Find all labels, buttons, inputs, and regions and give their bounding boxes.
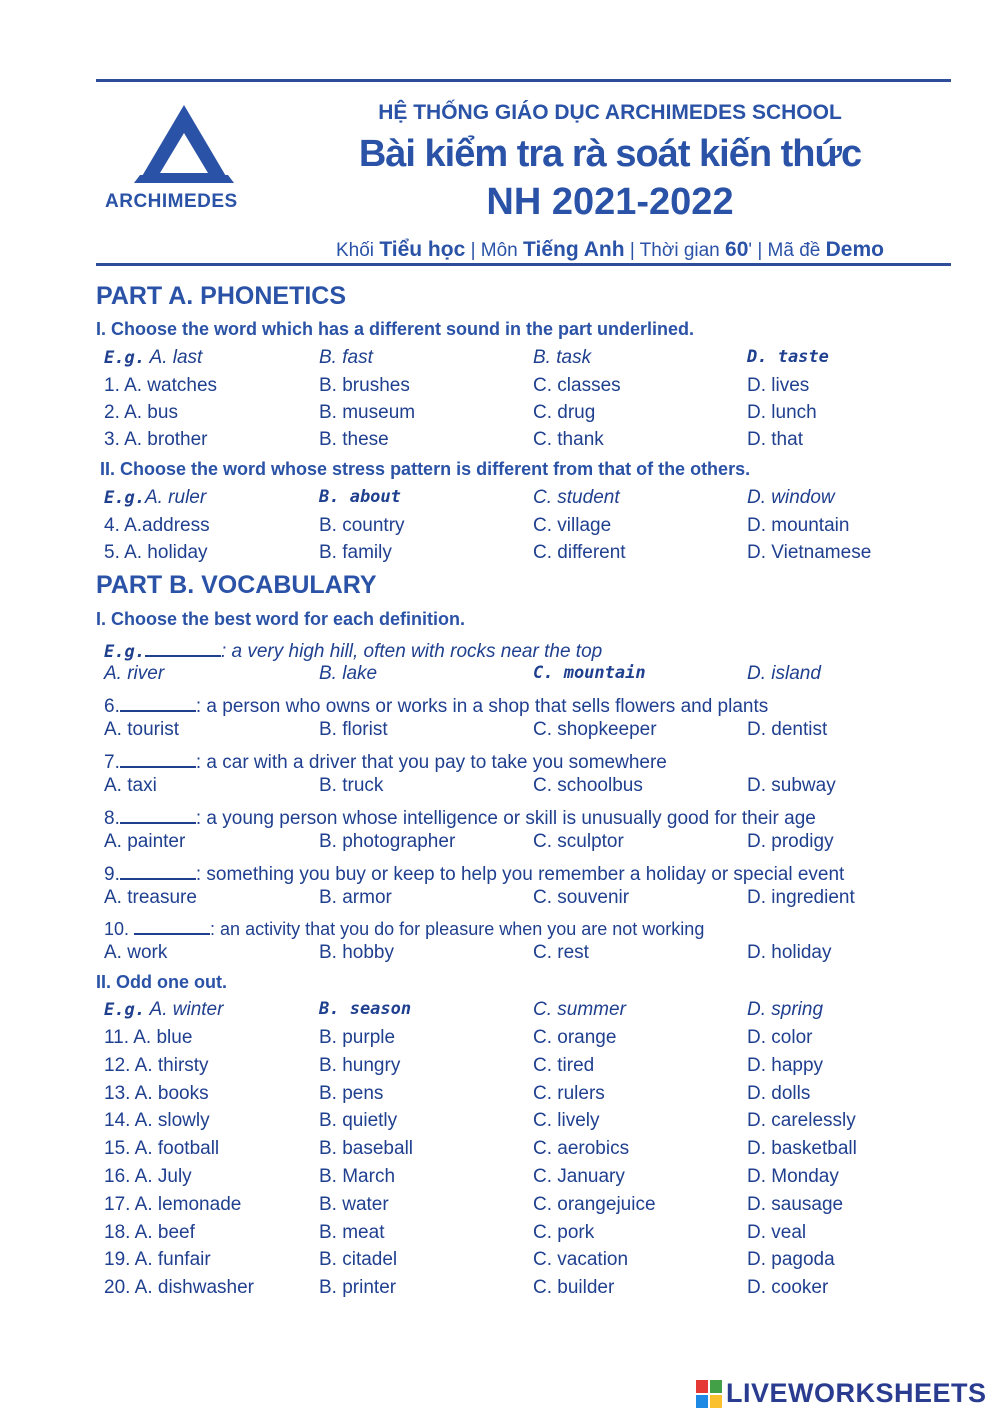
option-b: B. florist [319,719,388,740]
option-b: B. photographer [319,831,456,852]
option-b: B. these [319,429,389,450]
question-row [104,1138,924,1164]
option-c: C. tired [533,1054,595,1076]
definition-question [104,692,768,718]
option-c: C. builder [533,1277,615,1299]
option-d: D. pagoda [747,1249,835,1271]
option-a: 1. A. watches [104,375,218,396]
option-b: B. quietly [319,1110,398,1132]
example-definition: : a very high hill, often with rocks near the top [220,641,603,662]
option-c: C. rest [533,942,589,963]
option-c: C. vacation [533,1249,629,1271]
option-d: D. happy [747,1054,824,1076]
option-a: 15. A. football [104,1138,220,1160]
subject-label: | Môn [470,240,518,261]
option-c: C. village [533,515,612,536]
option-d: D. holiday [747,942,832,963]
question-row [104,402,924,428]
option-b: B. citadel [319,1249,398,1271]
time-label: | Thời gian [629,240,720,261]
example-answer-c: C. mountain [533,663,646,683]
definition-example [104,637,602,663]
option-a: 20. A. dishwasher [104,1277,254,1299]
code-value: Demo [825,238,884,261]
option-d: D. dolls [747,1082,811,1104]
question-row [104,515,924,541]
part-b-title: PART B. VOCABULARY [96,571,377,599]
part-a-sec1-example [104,347,924,373]
option-a: A. tourist [104,719,179,740]
option-c: C. January [533,1166,625,1187]
definition-question [104,748,667,774]
option-d: D. Vietnamese [747,542,872,563]
header-bottom-rule [96,263,951,266]
question-row [104,719,924,745]
option-b: B. family [319,542,392,563]
option-d: D. prodigy [747,831,834,852]
option-a: 5. A. holiday [104,542,208,563]
question-number: 9. [104,864,120,885]
example-option-c: C. student [533,487,620,508]
option-b: B. museum [319,402,416,423]
definition-text: : a person who owns or works in a shop that sells flowers and plants [195,696,769,717]
definition-example-options [104,663,924,689]
example-option-d: D. window [747,487,835,508]
question-number: 10. [104,919,130,939]
question-row [104,1194,924,1220]
option-d: D. Monday [747,1166,839,1187]
question-row [104,375,924,401]
option-b: B. baseball [319,1138,414,1160]
option-a: A. treasure [104,887,197,908]
option-a: 3. A. brother [104,429,208,450]
option-c: C. different [533,542,626,563]
part-b-sec2-title: II. Odd one out. [96,972,227,992]
question-row [104,1222,924,1248]
question-row [104,542,924,568]
part-a-sec1-title: I. Choose the word which has a different sound in the part underlined. [96,319,695,339]
liveworksheets-text: LIVEWORKSHEETS [726,1378,987,1408]
answer-blank[interactable] [134,915,210,935]
example-label: E.g. [104,488,145,508]
part-a-sec2-title: II. Choose the word whose stress pattern is different from that of the others. [100,459,751,479]
option-a: 2. A. bus [104,402,178,423]
option-b: B. country [319,515,405,536]
option-b: B. March [319,1166,396,1187]
option-d: D. carelessly [747,1110,856,1132]
example-option-a: A. river [104,663,165,684]
option-c: C. classes [533,375,621,396]
example-label: E.g. [104,1000,145,1020]
option-a: A. taxi [104,775,157,796]
option-a: 12. A. thirsty [104,1054,209,1076]
option-c: C. lively [533,1110,600,1132]
example-option-a: A. ruler [144,487,207,508]
school-name: HỆ THỐNG GIÁO DỤC ARCHIMEDES SCHOOL [378,101,842,124]
example-label: E.g. [104,642,145,662]
top-rule [96,79,951,82]
option-a: 18. A. beef [104,1221,195,1243]
part-b-sec2-example [104,999,924,1025]
option-a: 16. A. July [104,1166,192,1187]
example-answer-b: B. season [319,999,412,1019]
option-b: B. brushes [319,375,410,396]
logo-text: ARCHIMEDES [105,191,238,212]
option-b: B. pens [319,1082,384,1104]
option-a: 14. A. slowly [104,1110,210,1132]
option-b: B. printer [319,1277,397,1299]
option-c: C. drug [533,402,596,423]
example-option-b: B. fast [319,347,373,368]
option-d: D. basketball [747,1138,857,1160]
question-row [104,942,924,968]
option-c: C. rulers [533,1082,605,1104]
part-b-sec1-title: I. Choose the best word for each definition. [96,609,466,629]
option-d: D. lunch [747,402,817,423]
option-d: D. sausage [747,1193,844,1215]
definition-question [104,915,704,940]
option-c: C. thank [533,429,604,450]
definition-text: : an activity that you do for pleasure when you are not working [210,919,705,939]
question-number: 8. [104,808,120,829]
option-d: D. ingredient [747,887,855,908]
question-row [104,887,924,913]
option-a: 19. A. funfair [104,1249,211,1271]
option-b: B. armor [319,887,392,908]
answer-blank[interactable] [120,692,196,712]
option-a: 13. A. books [104,1082,209,1104]
part-a-title: PART A. PHONETICS [96,282,347,310]
example-option-a: A. winter [149,999,224,1020]
definition-text: : something you buy or keep to help you remember a holiday or special event [195,864,845,885]
option-d: D. veal [747,1221,807,1243]
definition-question [104,804,816,830]
example-option-d: D. spring [747,999,824,1020]
question-number: 7. [104,752,120,773]
option-c: C. shopkeeper [533,719,657,740]
example-option-a: A. last [149,347,203,368]
option-c: C. sculptor [533,831,624,852]
example-option-d: D. island [747,663,821,684]
option-c: C. orangejuice [533,1193,656,1215]
page-title: Bài kiểm tra rà soát kiến thức [358,133,862,175]
part-a-sec2-example [104,487,924,513]
option-b: B. meat [319,1221,385,1243]
option-a: A. work [104,942,168,963]
exam-meta [300,238,920,262]
option-b: B. hobby [319,942,394,963]
school-year: NH 2021-2022 [486,181,734,223]
liveworksheets-logo-icon [696,1380,722,1408]
question-row [104,831,924,857]
definition-text: : a car with a driver that you pay to take you somewhere [195,752,667,773]
subject-value: Tiếng Anh [523,238,625,261]
question-row [104,1277,924,1303]
question-row [104,775,924,801]
option-d: D. mountain [747,515,850,536]
definition-text: : a young person whose intelligence or skill is unusually good for their age [195,808,816,829]
question-row [104,1027,924,1053]
option-d: D. dentist [747,719,828,740]
option-a: 11. A. blue [104,1027,193,1048]
question-row [104,1110,924,1136]
answer-blank[interactable] [145,637,221,657]
option-a: A. painter [104,831,186,852]
example-option-c: C. summer [533,999,626,1020]
option-c: C. orange [533,1027,617,1048]
grade-label: Khối [336,240,375,261]
example-option-c: B. task [533,347,592,368]
answer-blank[interactable] [120,748,196,768]
option-a: 4. A.address [104,515,210,536]
question-row [104,429,924,455]
code-label: | Mã đề [757,240,821,261]
question-row [104,1249,924,1275]
question-row [104,1166,924,1192]
option-c: C. aerobics [533,1138,630,1160]
option-c: C. schoolbus [533,775,643,796]
option-d: D. color [747,1027,813,1048]
option-a: 17. A. lemonade [104,1193,242,1215]
time-value: 60 [725,238,749,261]
time-unit: ' [748,240,753,261]
option-d: D. subway [747,775,836,796]
option-b: B. truck [319,775,384,796]
example-label: E.g. [104,348,145,368]
question-number: 6. [104,696,120,717]
example-option-b: B. lake [319,663,378,684]
answer-blank[interactable] [120,860,196,880]
option-b: B. water [319,1193,389,1215]
answer-blank[interactable] [120,804,196,824]
option-d: D. cooker [747,1277,829,1299]
option-c: C. souvenir [533,887,630,908]
option-d: D. that [747,429,803,450]
grade-value: Tiểu học [379,238,466,261]
option-c: C. pork [533,1221,595,1243]
definition-question [104,860,844,886]
option-d: D. lives [747,375,810,396]
question-row [104,1083,924,1109]
example-answer-b: B. about [319,487,401,507]
option-b: B. hungry [319,1054,401,1076]
option-b: B. purple [319,1027,396,1048]
question-row [104,1055,924,1081]
example-answer-d: D. taste [747,347,829,367]
